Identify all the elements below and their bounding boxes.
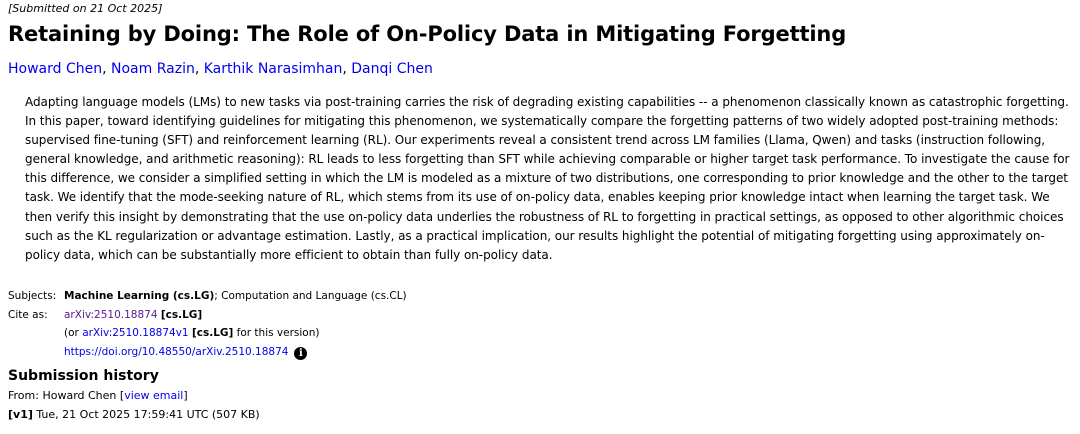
author-link-danqi-chen[interactable]: Danqi Chen [351,61,433,77]
submission-dateline: [Submitted on 21 Oct 2025] [8,2,163,15]
cite-category: [cs.LG] [160,308,203,321]
primary-subject: Machine Learning (cs.LG) [64,290,215,302]
doi-link[interactable]: https://doi.org/10.48550/arXiv.2510.18874 [64,345,289,358]
arxiv-version-link[interactable]: arXiv:2510.18874v1 [82,327,189,340]
author-list [8,59,433,79]
version-suffix: for this version) [233,327,320,340]
submission-history [8,387,260,424]
cite-row [8,306,407,325]
author-link-noam-razin[interactable]: Noam Razin [111,61,195,77]
doi-value [64,343,307,362]
version-detail: Tue, 21 Oct 2025 17:59:41 UTC (507 KB) [32,407,260,421]
doi-row [8,343,407,362]
cite-value [64,306,202,325]
author-separator: , [194,61,204,77]
version-prefix: (or [64,327,83,340]
history-version-line [8,406,260,425]
abstract: Adapting language models (LMs) to new tasks via post-training carries the risk of degrading existing capabilities -- a phenomenon classically known as catastrophic forgetting. In this paper, toward identifying guidelines for mitigating this phenomenon, we systematically compare the forgetting patterns of two widely adopted post-training methods: supervised fine-tuning (SFT) and reinforcement learning (RL). Our experiments reveal a consistent trend across LM families (Llama, Qwen) and tasks (instruction following, general knowledge, and arithmetic reasoning): RL leads to less forgetting than SFT while achieving comparable or higher target task performance. To investigate the cause for this difference, we consider a simplified setting in which the LM is modeled as a mixture of two distributions, one corresponding to prior knowledge and the other to the target task. We identify that the mode-seeking nature of RL, which stems from its use of on-policy data, enables keeping prior knowledge intact when learning the target task. We then verify this insight by demonstrating that the use on-policy data underlies the robustness of RL to forgetting in practical settings, as opposed to other algorithmic choices such as the KL regularization or advantage estimation. Lastly, as a practical implication, our results highlight the potential of mitigating forgetting using approximately on-policy data, which can be substantially more efficient to obtain than fully on-policy data. [25,95,1070,262]
version-cite-row [8,324,407,343]
from-prefix: From: Howard Chen [ [8,389,125,402]
version-tag: [v1] [8,407,33,421]
arxiv-id-link[interactable]: arXiv:2510.18874 [64,308,158,321]
author-link-karthik-narasimhan[interactable]: Karthik Narasimhan [203,61,343,77]
author-separator: , [342,61,352,77]
subjects-value [64,287,407,306]
info-icon[interactable]: i [294,347,307,360]
author-separator: , [102,61,112,77]
version-cite-value [64,324,319,343]
from-suffix: ] [183,389,188,402]
view-email-link[interactable]: view email [124,389,184,402]
cite-label: Cite as: [8,308,48,321]
subjects-row [8,287,407,306]
spacer [8,343,64,362]
metadata-table [8,287,407,361]
paper-title: Retaining by Doing: The Role of On-Policy Data in Mitigating Forgetting [8,22,847,46]
submission-history-heading: Submission history [8,368,159,384]
subjects-label: Subjects: [8,290,57,302]
version-category: [cs.LG] [191,327,234,340]
history-from-line [8,387,260,406]
author-link-howard-chen[interactable]: Howard Chen [8,61,103,77]
secondary-subjects: ; Computation and Language (cs.CL) [214,290,407,302]
spacer [8,324,64,343]
